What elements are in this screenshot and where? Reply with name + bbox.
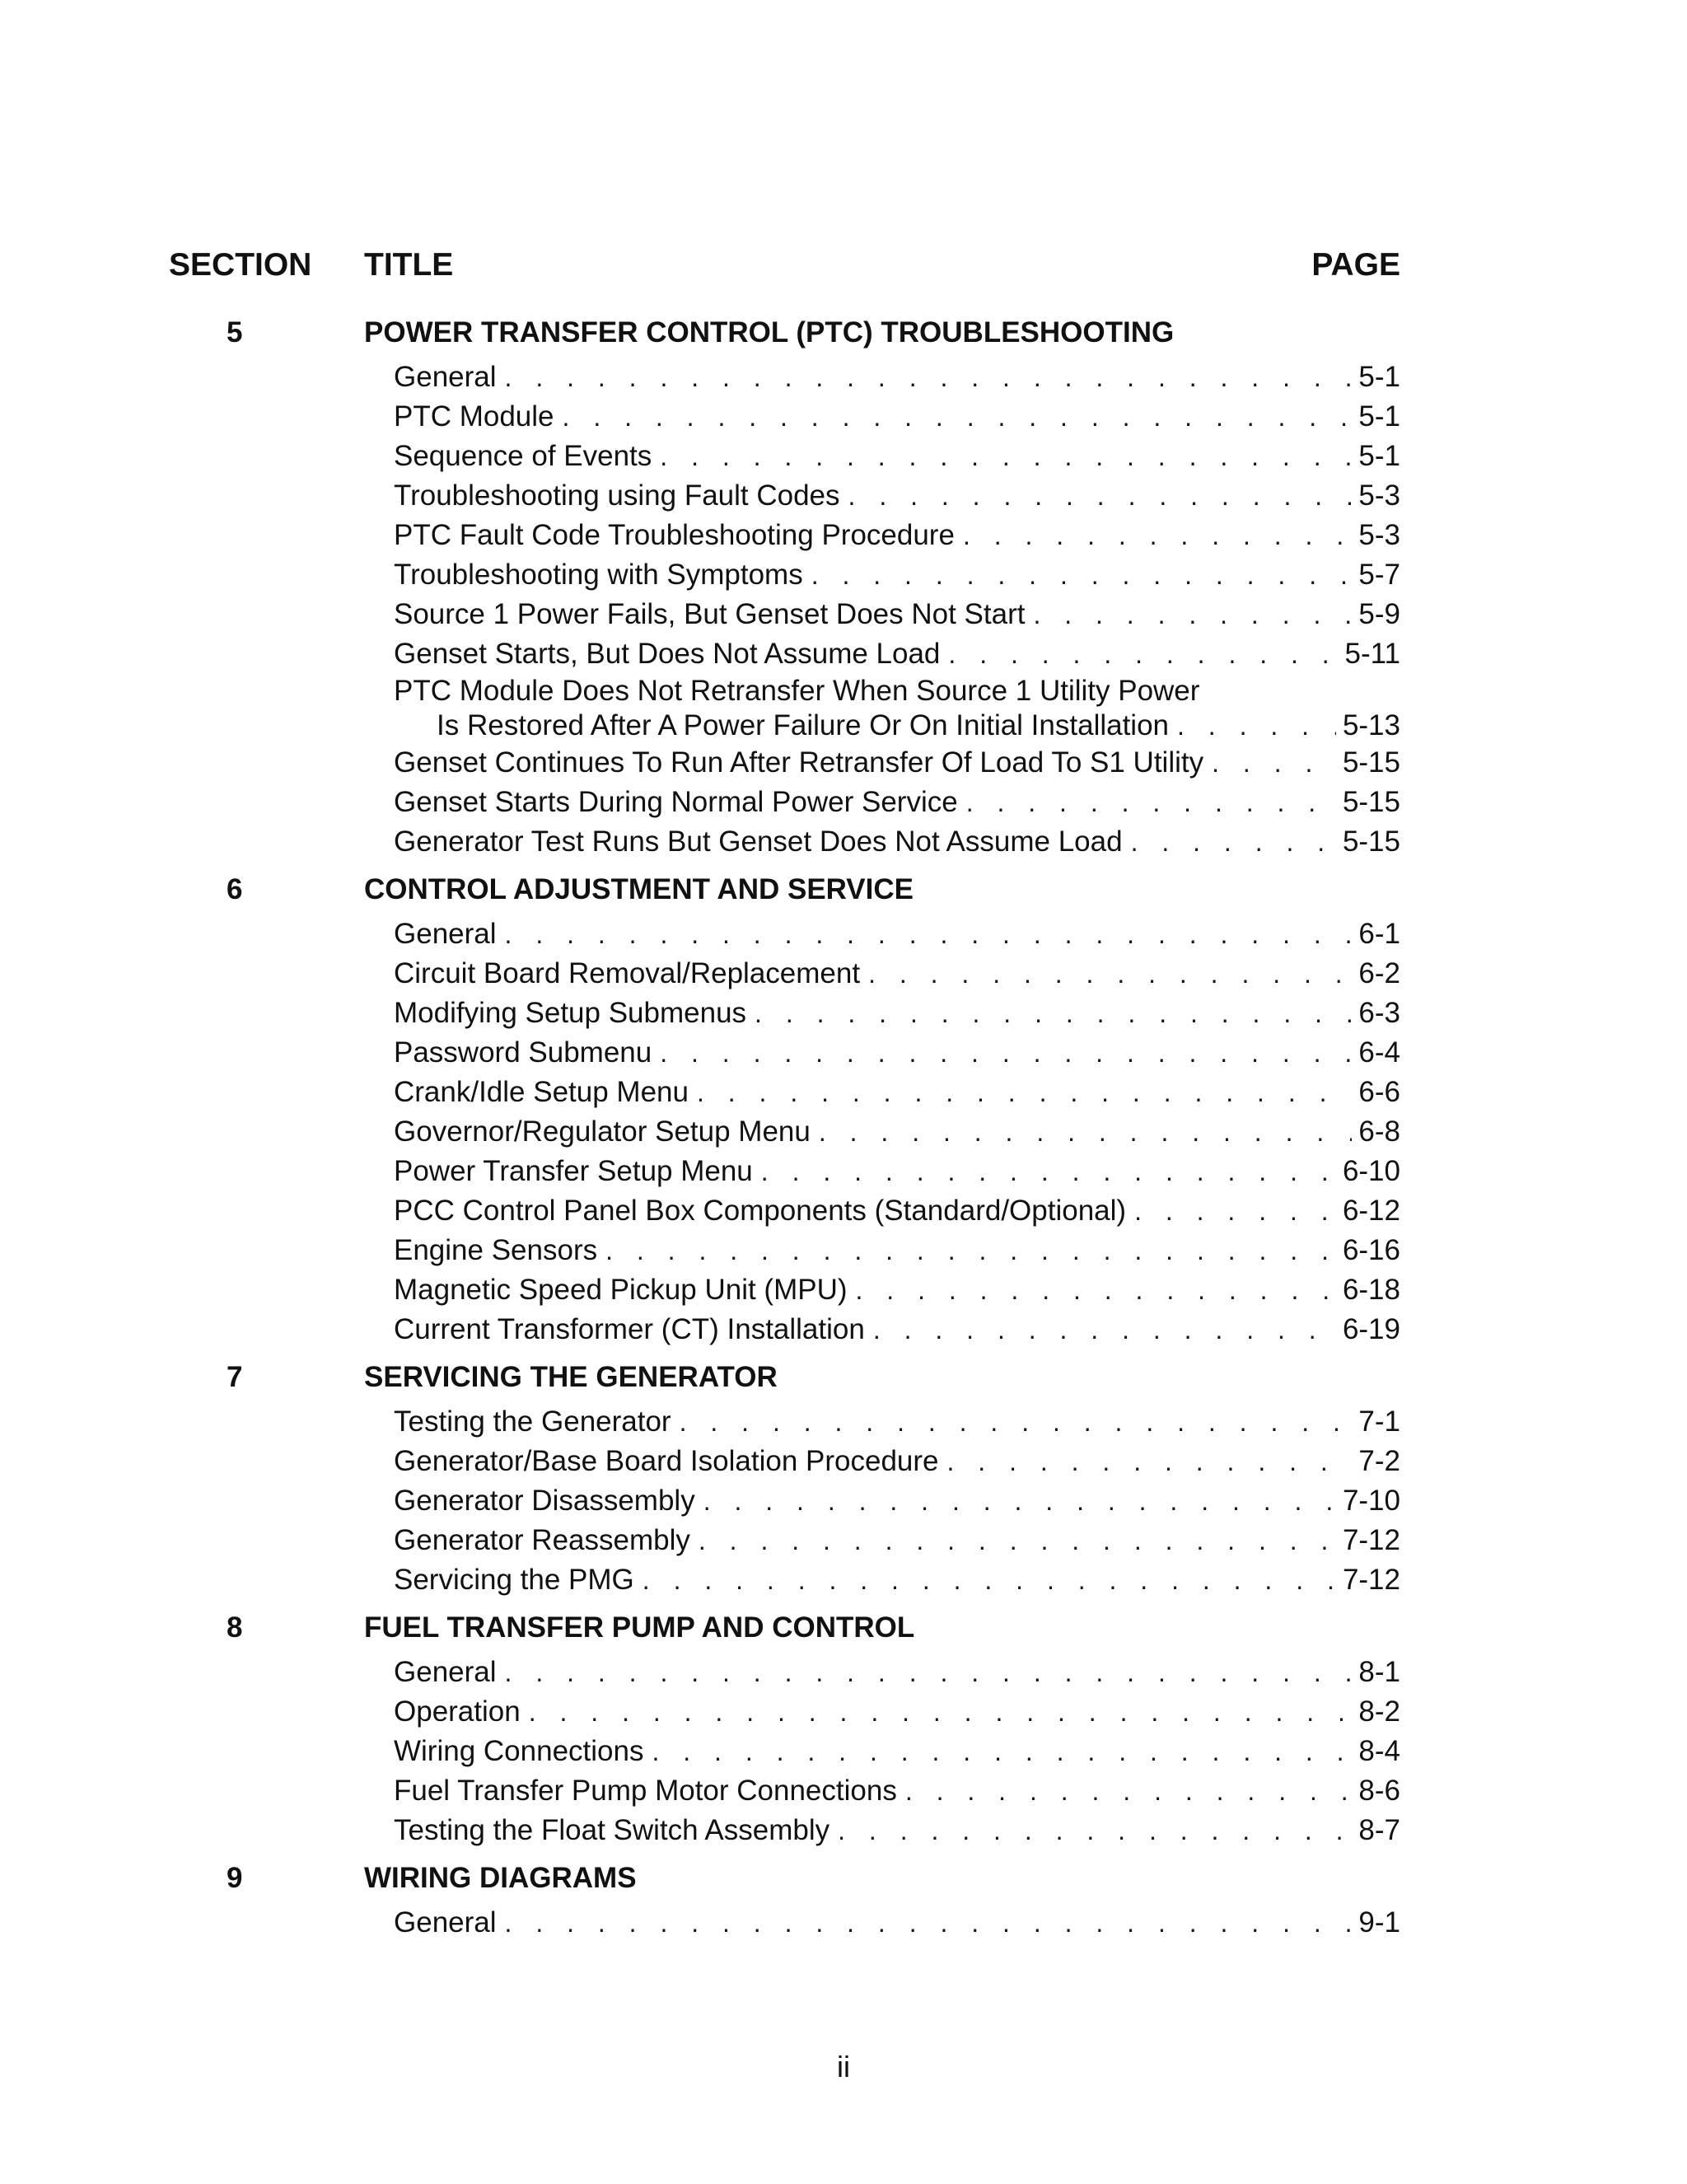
- entry-title-continued: Is Restored After A Power Failure Or On Initial Installation: [437, 709, 1170, 741]
- toc-entry[interactable]: [394, 1402, 1400, 1442]
- entry-page: 5-15: [1342, 786, 1400, 818]
- toc-entry[interactable]: [394, 1191, 1400, 1231]
- section-heading: [169, 1606, 1400, 1649]
- dot-leader: [1131, 823, 1336, 862]
- entry-title: Modifying Setup Submenus: [394, 997, 747, 1029]
- section-title: SERVICING THE GENERATOR: [364, 1361, 778, 1393]
- entry-title: Troubleshooting with Symptoms: [394, 559, 803, 591]
- toc-entry[interactable]: [394, 476, 1400, 516]
- entry-title: Power Transfer Setup Menu: [394, 1155, 753, 1187]
- dot-leader: [966, 783, 1336, 822]
- toc-entry[interactable]: [394, 1481, 1400, 1521]
- toc-entry[interactable]: [394, 1033, 1400, 1073]
- toc-entry[interactable]: [394, 1270, 1400, 1310]
- entry-page: 5-13: [1342, 709, 1400, 741]
- dot-leader: [1134, 1192, 1336, 1231]
- dot-leader: [505, 358, 1353, 397]
- column-header-page: PAGE: [1311, 247, 1400, 283]
- dot-leader: [873, 1311, 1336, 1349]
- dot-leader: [605, 1232, 1336, 1270]
- dot-leader: [652, 1733, 1352, 1771]
- dot-leader: [563, 398, 1353, 437]
- entry-title: Source 1 Power Fails, But Genset Does Not Start: [394, 598, 1026, 630]
- entry-title: General: [394, 1906, 497, 1938]
- entry-title: General: [394, 918, 497, 950]
- entry-page: 6-8: [1358, 1115, 1400, 1148]
- entry-title: Fuel Transfer Pump Motor Connections: [394, 1775, 897, 1807]
- section-title: CONTROL ADJUSTMENT AND SERVICE: [364, 873, 914, 905]
- entry-page: 5-9: [1358, 598, 1400, 630]
- entry-page: 7-12: [1342, 1564, 1400, 1596]
- toc-entry[interactable]: [394, 358, 1400, 397]
- toc-entry[interactable]: [394, 634, 1400, 674]
- toc-entry[interactable]: [394, 743, 1400, 783]
- entry-title: PTC Module Does Not Retransfer When Source 1 Utility Power: [394, 675, 1200, 707]
- entry-title: Circuit Board Removal/Replacement: [394, 957, 861, 989]
- column-header-section: SECTION: [169, 247, 312, 283]
- toc-entry[interactable]: [394, 994, 1400, 1033]
- entry-page: 5-1: [1358, 440, 1400, 472]
- toc-entry[interactable]: [394, 954, 1400, 994]
- section-number: 7: [227, 1361, 243, 1393]
- column-header-title: TITLE: [364, 247, 454, 283]
- toc-entry[interactable]: [394, 1903, 1400, 1943]
- toc-entry[interactable]: [394, 397, 1400, 437]
- entry-title: Servicing the PMG: [394, 1564, 634, 1596]
- entry-title: Generator Reassembly: [394, 1524, 690, 1556]
- entry-page: 7-1: [1358, 1405, 1400, 1438]
- entry-page: 8-1: [1358, 1656, 1400, 1688]
- dot-leader: [868, 955, 1352, 994]
- entry-page: 5-1: [1358, 400, 1400, 433]
- entry-title: Generator/Base Board Isolation Procedure: [394, 1445, 939, 1477]
- entry-page: 6-6: [1358, 1076, 1400, 1108]
- toc-section: [169, 1356, 1400, 1606]
- dot-leader: [1033, 596, 1352, 634]
- dot-leader: [948, 635, 1338, 674]
- toc-entry[interactable]: [394, 1112, 1400, 1152]
- entry-title: Testing the Float Switch Assembly: [394, 1814, 830, 1846]
- dot-leader: [660, 437, 1352, 476]
- toc-entry[interactable]: [394, 674, 1400, 743]
- dot-leader: [755, 994, 1352, 1033]
- entry-page: 6-12: [1342, 1195, 1400, 1227]
- section-heading: [169, 868, 1400, 911]
- entry-title: Genset Starts, But Does Not Assume Load: [394, 638, 941, 670]
- entry-list: [169, 1900, 1400, 1949]
- toc-entry[interactable]: [394, 595, 1400, 634]
- entry-list: [169, 354, 1400, 868]
- toc-entry[interactable]: [394, 1653, 1400, 1692]
- section-title: WIRING DIAGRAMS: [364, 1862, 637, 1894]
- entry-page: 6-3: [1358, 997, 1400, 1029]
- toc-section: [169, 1857, 1400, 1949]
- section-heading: [169, 311, 1400, 354]
- entry-page: 5-3: [1358, 479, 1400, 512]
- entry-title: PCC Control Panel Box Components (Standard/Optional): [394, 1195, 1127, 1227]
- entry-list: [169, 911, 1400, 1356]
- toc-entry[interactable]: [394, 914, 1400, 954]
- toc-entry[interactable]: [394, 1310, 1400, 1349]
- entry-page: 5-7: [1358, 559, 1400, 591]
- entry-title: Engine Sensors: [394, 1234, 598, 1266]
- dot-leader: [838, 1812, 1352, 1850]
- entry-title: Operation: [394, 1695, 521, 1728]
- toc-section: [169, 868, 1400, 1356]
- entry-page: 9-1: [1358, 1906, 1400, 1938]
- dot-leader: [680, 1403, 1353, 1442]
- table-of-contents: [169, 311, 1400, 1949]
- toc-entry[interactable]: [394, 1560, 1400, 1600]
- entry-title: Password Submenu: [394, 1036, 652, 1069]
- dot-leader: [505, 915, 1353, 954]
- entry-page: 7-2: [1358, 1445, 1400, 1477]
- toc-entry[interactable]: [394, 1692, 1400, 1732]
- entry-title: Generator Disassembly: [394, 1485, 695, 1517]
- entry-page: 5-15: [1342, 746, 1400, 779]
- dot-leader: [811, 556, 1353, 595]
- entry-page: 8-4: [1358, 1735, 1400, 1767]
- entry-title: Wiring Connections: [394, 1735, 644, 1767]
- entry-page: 8-6: [1358, 1775, 1400, 1807]
- dot-leader: [905, 1772, 1353, 1811]
- dot-leader: [643, 1561, 1336, 1600]
- dot-leader: [505, 1904, 1353, 1943]
- section-heading: [169, 1356, 1400, 1399]
- toc-entry[interactable]: [394, 1521, 1400, 1560]
- entry-title: Governor/Regulator Setup Menu: [394, 1115, 811, 1148]
- entry-page: 6-16: [1342, 1234, 1400, 1266]
- section-title: POWER TRANSFER CONTROL (PTC) TROUBLESHOOTING: [364, 316, 1175, 348]
- entry-title: Magnetic Speed Pickup Unit (MPU): [394, 1274, 848, 1306]
- entry-title: Current Transformer (CT) Installation: [394, 1313, 865, 1345]
- dot-leader: [699, 1522, 1336, 1560]
- entry-title: Testing the Generator: [394, 1405, 671, 1438]
- entry-title: Troubleshooting using Fault Codes: [394, 479, 840, 512]
- entry-title: PTC Fault Code Troubleshooting Procedure: [394, 519, 955, 551]
- entry-page: 6-2: [1358, 957, 1400, 989]
- dot-leader: [819, 1113, 1353, 1152]
- section-number: 9: [227, 1862, 243, 1894]
- toc-entry[interactable]: [394, 822, 1400, 862]
- entry-page: 8-7: [1358, 1814, 1400, 1846]
- entry-list: [169, 1649, 1400, 1857]
- toc-entry[interactable]: [394, 516, 1400, 555]
- entry-page: 5-3: [1358, 519, 1400, 551]
- entry-list: [169, 1399, 1400, 1606]
- dot-leader: [505, 1653, 1353, 1692]
- section-title: FUEL TRANSFER PUMP AND CONTROL: [364, 1611, 915, 1644]
- toc-entry[interactable]: [394, 1442, 1400, 1481]
- entry-title: General: [394, 1656, 497, 1688]
- toc-entry[interactable]: [394, 783, 1400, 822]
- section-number: 5: [227, 316, 243, 348]
- dot-leader: [660, 1034, 1352, 1073]
- entry-page: 8-2: [1358, 1695, 1400, 1728]
- toc-entry[interactable]: [394, 1811, 1400, 1850]
- section-heading: [169, 1857, 1400, 1900]
- entry-continuation: [394, 709, 1400, 743]
- dot-leader: [1177, 709, 1336, 743]
- toc-entry[interactable]: [394, 1073, 1400, 1112]
- dot-leader: [848, 477, 1353, 516]
- dot-leader: [761, 1153, 1336, 1191]
- dot-leader: [529, 1693, 1353, 1732]
- dot-leader: [703, 1482, 1336, 1521]
- toc-entry[interactable]: [394, 1231, 1400, 1270]
- dot-leader: [856, 1271, 1336, 1310]
- toc-section: [169, 311, 1400, 868]
- toc-entry[interactable]: [394, 437, 1400, 476]
- entry-page: 6-1: [1358, 918, 1400, 950]
- dot-leader: [963, 517, 1352, 555]
- toc-entry[interactable]: [394, 1732, 1400, 1771]
- entry-title: Genset Continues To Run After Retransfer Of Load To S1 Utility: [394, 746, 1204, 779]
- dot-leader: [697, 1073, 1352, 1112]
- toc-section: [169, 1606, 1400, 1857]
- entry-page: 6-10: [1342, 1155, 1400, 1187]
- section-number: 6: [227, 873, 243, 905]
- entry-title: PTC Module: [394, 400, 554, 433]
- entry-page: 6-4: [1358, 1036, 1400, 1069]
- entry-page: 6-19: [1342, 1313, 1400, 1345]
- entry-title: Sequence of Events: [394, 440, 652, 472]
- entry-title: General: [394, 361, 497, 393]
- entry-title: Generator Test Runs But Genset Does Not Assume Load: [394, 825, 1123, 858]
- dot-leader: [1212, 744, 1336, 783]
- entry-page: 7-10: [1342, 1485, 1400, 1517]
- toc-entry[interactable]: [394, 1152, 1400, 1191]
- entry-title: Crank/Idle Setup Menu: [394, 1076, 689, 1108]
- entry-page: 7-12: [1342, 1524, 1400, 1556]
- page-number: ii: [837, 2050, 850, 2083]
- toc-entry[interactable]: [394, 1771, 1400, 1811]
- entry-title: Genset Starts During Normal Power Service: [394, 786, 958, 818]
- dot-leader: [947, 1443, 1353, 1481]
- entry-page: 5-1: [1358, 361, 1400, 393]
- toc-entry[interactable]: [394, 555, 1400, 595]
- entry-page: 5-15: [1342, 825, 1400, 858]
- entry-page: 6-18: [1342, 1274, 1400, 1306]
- entry-page: 5-11: [1344, 638, 1400, 670]
- toc-header: [169, 247, 1400, 293]
- section-number: 8: [227, 1611, 243, 1644]
